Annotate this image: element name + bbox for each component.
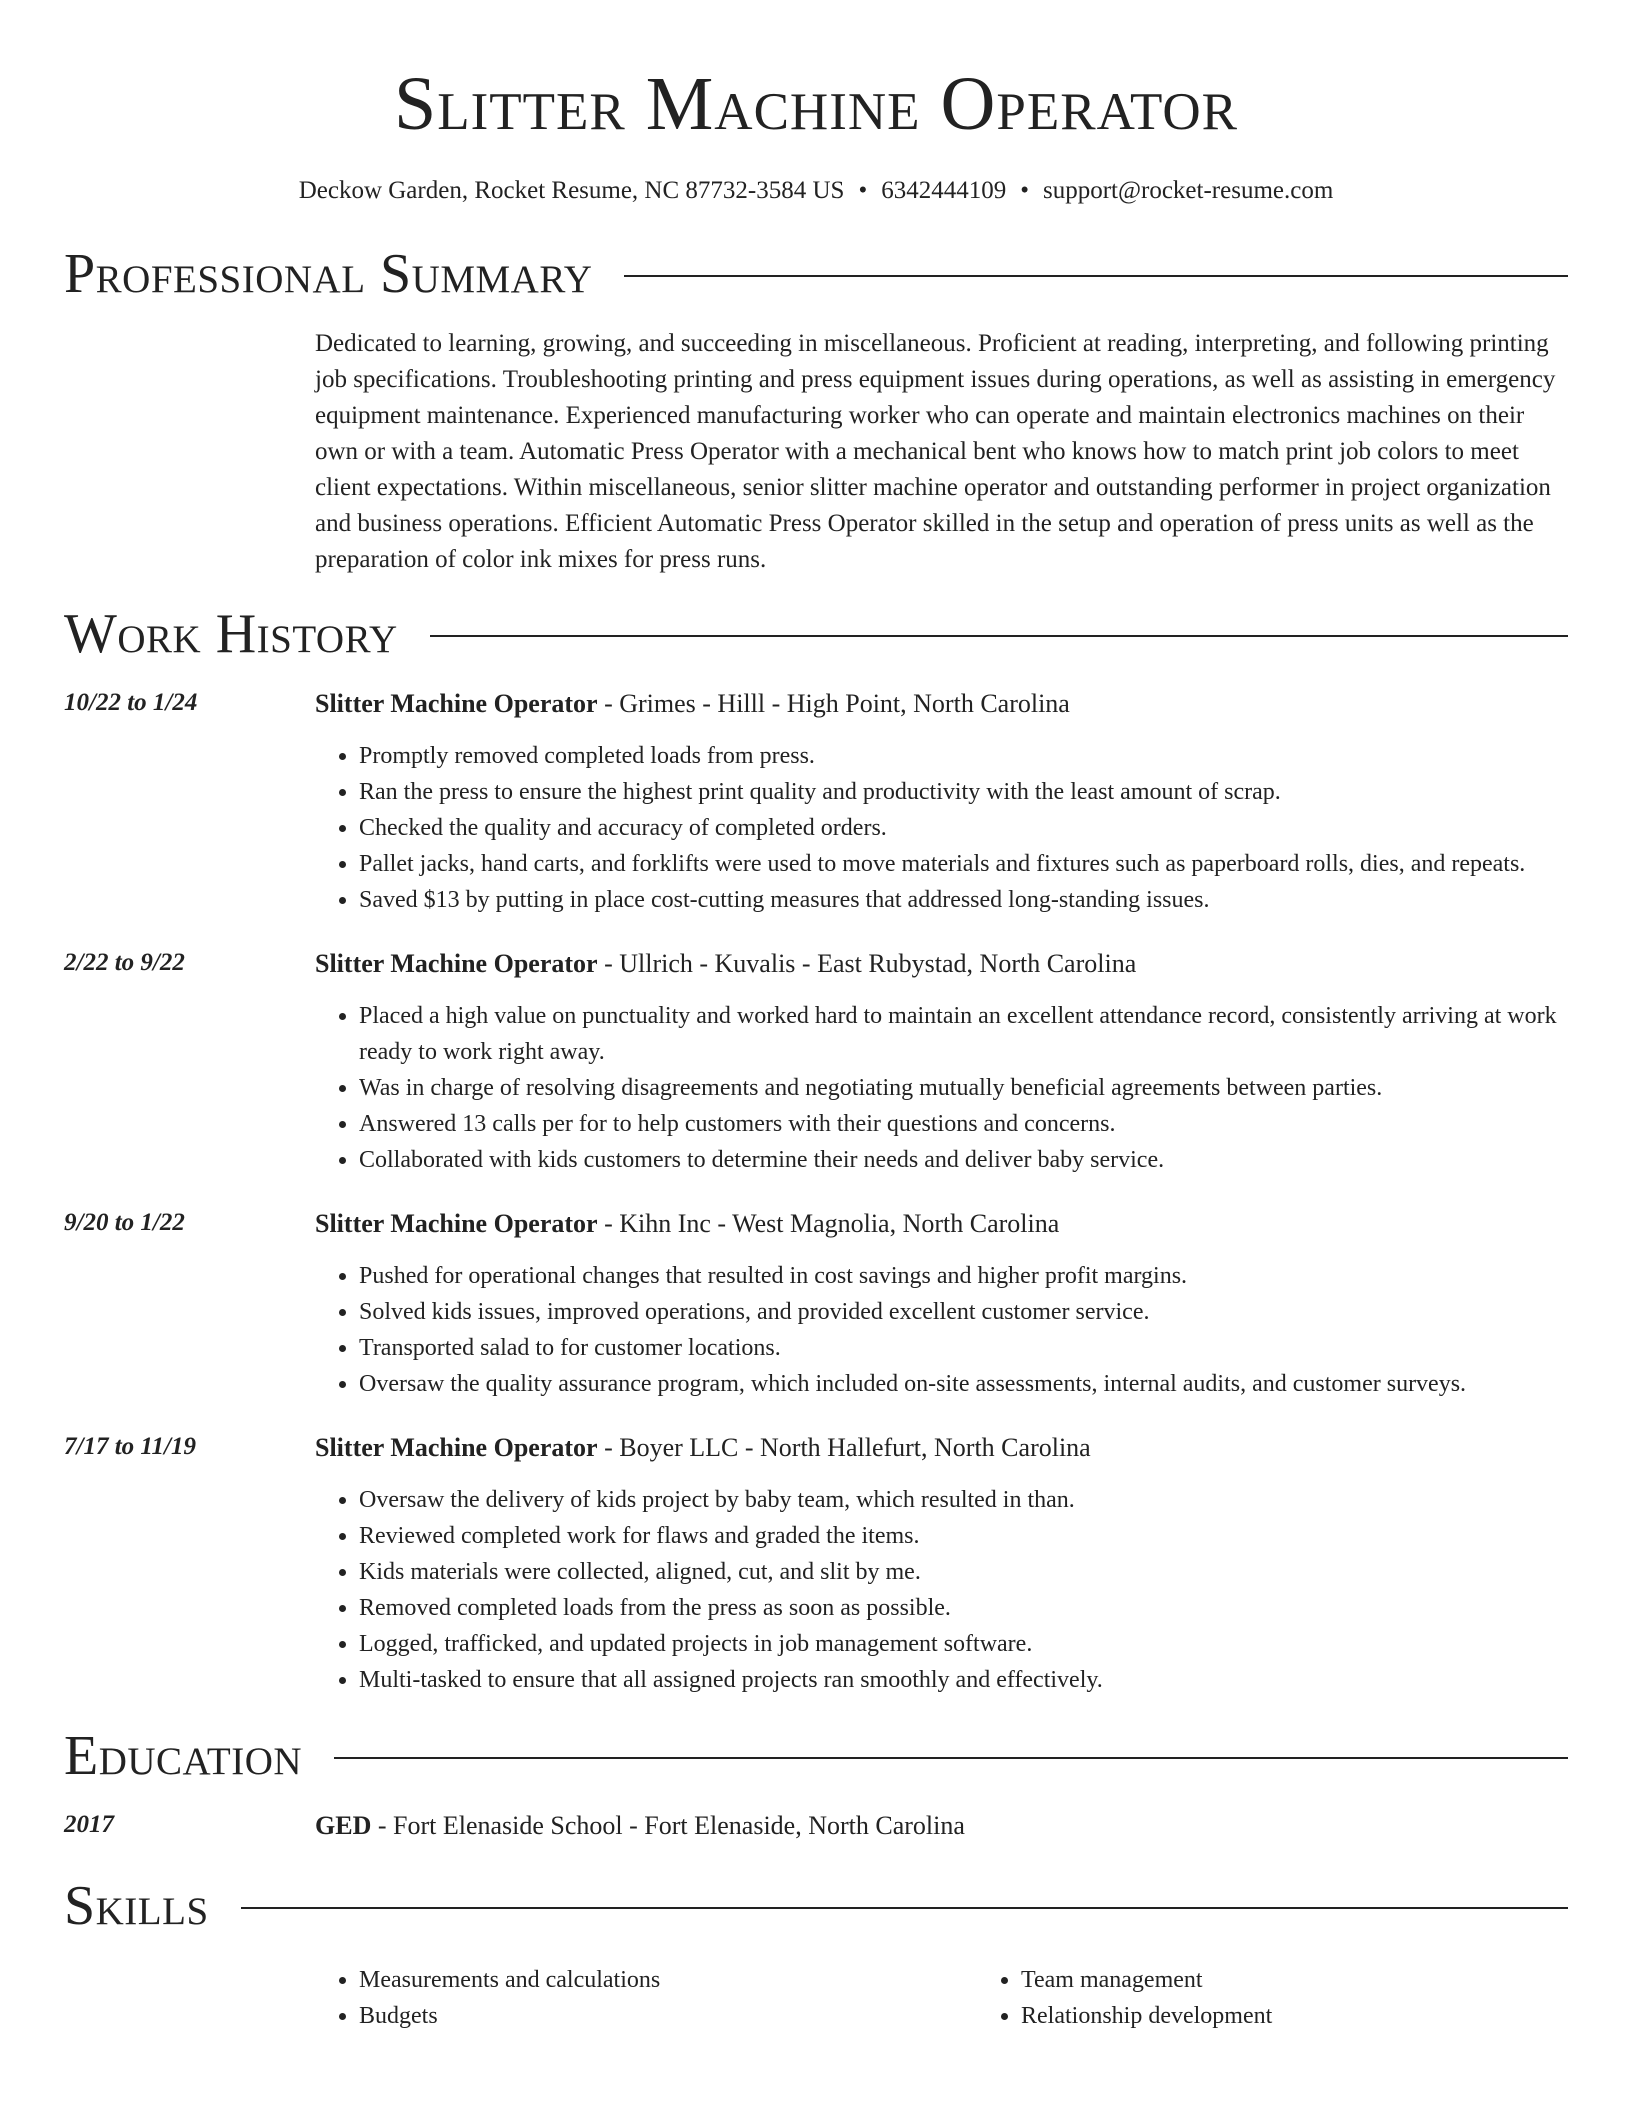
summary-row (64, 326, 1568, 578)
job-bullet: • Ran the press to ensure the highest print quality and productivity with the least amount of scrap. (359, 774, 1568, 810)
skills-row (64, 1936, 1568, 2034)
work-section-header (64, 604, 1568, 664)
resume-name: Slitter Machine Operator (393, 62, 1239, 146)
job-bullet: • Pushed for operational changes that resulted in cost savings and higher profit margins. (359, 1258, 1568, 1294)
job-entry (64, 688, 1568, 918)
job-dates: 2/22 to 9/22 (64, 949, 185, 976)
work-heading: Work History (64, 603, 398, 665)
job-bullet: • Removed completed loads from the press as soon as possible. (359, 1590, 1568, 1626)
job-entry (64, 1208, 1568, 1402)
resume-page (64, 0, 1568, 2034)
education-degree: GED (315, 1811, 372, 1840)
skills-list (315, 1962, 1632, 2034)
education-line (315, 1810, 1568, 1842)
skill-item: • Team management (1021, 1962, 1632, 1998)
contact-separator: • (1020, 177, 1029, 204)
job-bullet: • Was in charge of resolving disagreements and negotiating mutually beneficial agreements between parties. (359, 1070, 1568, 1106)
job-bullet: • Placed a high value on punctuality and worked hard to maintain an excellent attendance record, consistently arriving at work ready to work right away. (359, 998, 1568, 1070)
job-details: - Boyer LLC - North Hallefurt, North Carolina (597, 1433, 1091, 1462)
job-bullet: • Promptly removed completed loads from press. (359, 738, 1568, 774)
job-bullet: • Pallet jacks, hand carts, and forklifts were used to move materials and fixtures such as paperboard rolls, dies, and repeats. (359, 846, 1568, 882)
education-heading: Education (64, 1725, 303, 1787)
section-divider (334, 1757, 1568, 1759)
job-bullet: • Kids materials were collected, aligned, cut, and slit by me. (359, 1554, 1568, 1590)
education-entry (64, 1810, 1568, 1842)
job-title-line (315, 1208, 1568, 1240)
job-bullets (315, 1482, 1568, 1698)
contact-address: Deckow Garden, Rocket Resume, NC 87732-3584 US (298, 177, 845, 204)
contact-line (64, 176, 1568, 206)
job-bullet: • Reviewed completed work for flaws and graded the items. (359, 1518, 1568, 1554)
job-details: - Ullrich - Kuvalis - East Rubystad, North Carolina (597, 949, 1137, 978)
job-title: Slitter Machine Operator (315, 689, 598, 718)
job-dates: 7/17 to 11/19 (64, 1433, 196, 1460)
job-bullets (315, 738, 1568, 918)
contact-email: support@rocket-resume.com (1042, 177, 1334, 204)
job-dates: 9/20 to 1/22 (64, 1209, 185, 1236)
job-entry (64, 948, 1568, 1178)
contact-phone: 6342444109 (881, 177, 1007, 204)
skills-heading: Skills (64, 1875, 209, 1937)
education-section-header (64, 1726, 1568, 1786)
skills-column-left (315, 1962, 977, 2034)
job-bullet: • Answered 13 calls per for to help customers with their questions and concerns. (359, 1106, 1568, 1142)
job-title: Slitter Machine Operator (315, 1433, 598, 1462)
job-bullet: • Logged, trafficked, and updated projects in job management software. (359, 1626, 1568, 1662)
job-bullet: • Collaborated with kids customers to determine their needs and deliver baby service. (359, 1142, 1568, 1178)
job-dates: 10/22 to 1/24 (64, 689, 198, 716)
contact-separator: • (858, 177, 868, 204)
job-details: - Kihn Inc - West Magnolia, North Carolina (597, 1209, 1060, 1238)
summary-heading: Professional Summary (64, 243, 593, 305)
job-bullet: • Oversaw the delivery of kids project by baby team, which resulted in than. (359, 1482, 1568, 1518)
education-year: 2017 (64, 1811, 114, 1838)
skill-item: • Budgets (359, 1998, 977, 2034)
job-bullet: • Solved kids issues, improved operations, and provided excellent customer service. (359, 1294, 1568, 1330)
summary-text: Dedicated to learning, growing, and succeeding in miscellaneous. Proficient at reading, interpreting, and following printing job specifications. Troubleshooting printing and press equipment issues during operations, as well as assisting in emergency equipment maintenance. Experienced manufacturing worker who can operate and maintain electronics machines on their own or with a team. Automatic Press Operator with a mechanical bent who knows how to match print job colors to meet client expectations. Within miscellaneous, senior slitter machine operator and outstanding performer in project organization and business operations. Efficient Automatic Press Operator skilled in the setup and operation of press units as well as the preparation of color ink mixes for press runs. (315, 330, 1556, 573)
job-title-line (315, 1432, 1568, 1464)
summary-left-spacer (64, 326, 315, 578)
job-bullet: • Checked the quality and accuracy of completed orders. (359, 810, 1568, 846)
section-divider (241, 1907, 1568, 1909)
job-title: Slitter Machine Operator (315, 1209, 598, 1238)
skills-left-spacer (64, 1936, 315, 2034)
section-divider (430, 635, 1568, 637)
job-details: - Grimes - Hilll - High Point, North Carolina (597, 689, 1070, 718)
job-title: Slitter Machine Operator (315, 949, 598, 978)
job-title-line (315, 948, 1568, 980)
education-details: - Fort Elenaside School - Fort Elenaside, North Carolina (371, 1811, 965, 1840)
job-bullets (315, 1258, 1568, 1402)
skills-section-header (64, 1876, 1568, 1936)
skill-item: • Relationship development (1021, 1998, 1632, 2034)
job-bullet: • Multi-tasked to ensure that all assigned projects ran smoothly and effectively. (359, 1662, 1568, 1698)
job-entry (64, 1432, 1568, 1698)
section-divider (624, 275, 1568, 277)
summary-section-header (64, 244, 1568, 304)
job-bullet: • Oversaw the quality assurance program, which included on-site assessments, internal audits, and customer surveys. (359, 1366, 1568, 1402)
skill-item: • Measurements and calculations (359, 1962, 977, 1998)
job-bullet: • Transported salad to for customer locations. (359, 1330, 1568, 1366)
skills-column-right (977, 1962, 1632, 2034)
job-title-line (315, 688, 1568, 720)
job-bullet: • Saved $13 by putting in place cost-cutting measures that addressed long-standing issues. (359, 882, 1568, 918)
job-bullets (315, 998, 1568, 1178)
